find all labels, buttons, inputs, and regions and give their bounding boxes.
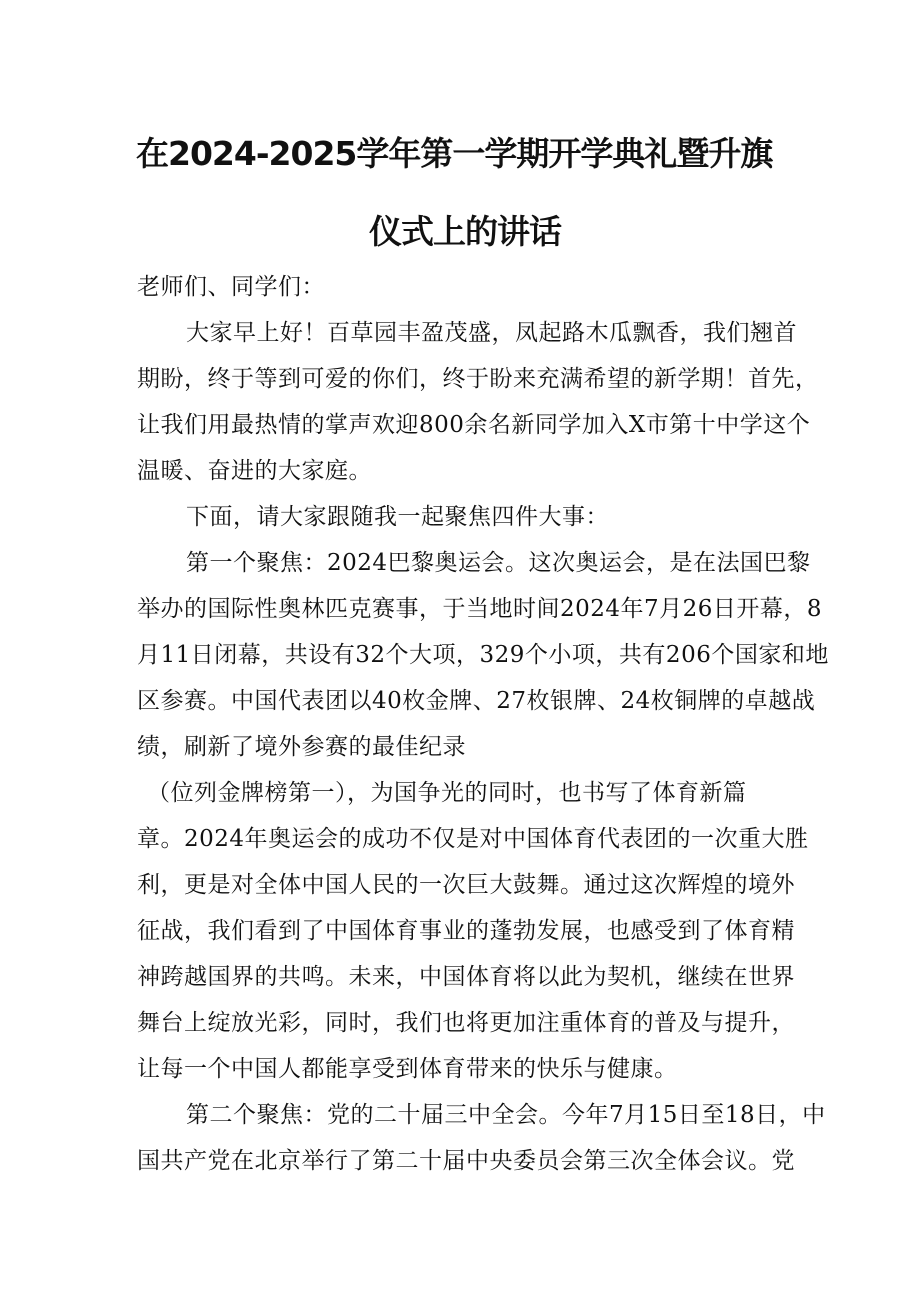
paragraph-line: 神跨越国界的共鸣。未来，中国体育将以此为契机，继续在世界 — [137, 964, 795, 990]
document-title-line-2: 仪式上的讲话 — [369, 212, 561, 251]
salutation: 老师们、同学们： — [137, 274, 325, 300]
paragraph-line: 让每一个中国人都能享受到体育带来的快乐与健康。 — [137, 1056, 678, 1082]
paragraph-line: 利，更是对全体中国人民的一次巨大鼓舞。通过这次辉煌的境外 — [137, 872, 795, 898]
paragraph-line: 月11日闭幕，共设有32个大项，329个小项，共有206个国家和地 — [137, 642, 829, 668]
paragraph-line: 征战，我们看到了中国体育事业的蓬勃发展，也感受到了体育精 — [137, 918, 795, 944]
paragraph-line: 下面，请大家跟随我一起聚焦四件大事： — [186, 504, 609, 530]
paragraph-line: 温暖、奋进的大家庭。 — [137, 458, 372, 484]
paragraph-line: 绩，刷新了境外参赛的最佳纪录 — [137, 734, 466, 760]
paragraph-line: 舞台上绽放光彩，同时，我们也将更加注重体育的普及与提升， — [137, 1010, 795, 1036]
document-title-line-1: 在2024-2025学年第一学期开学典礼暨升旗 — [136, 134, 773, 173]
paragraph-line: 国共产党在北京举行了第二十届中央委员会第三次全体会议。党 — [137, 1148, 795, 1174]
paragraph-line: （位列金牌榜第一），为国争光的同时，也书写了体育新篇 — [147, 780, 747, 806]
paragraph-line: 大家早上好！百草园丰盈茂盛，凤起路木瓜飘香，我们翘首 — [186, 320, 797, 346]
paragraph-line: 章。2024年奥运会的成功不仅是对中国体育代表团的一次重大胜 — [137, 826, 809, 852]
paragraph-line: 让我们用最热情的掌声欢迎800余名新同学加入X市第十中学这个 — [137, 412, 811, 438]
paragraph-line: 举办的国际性奥林匹克赛事，于当地时间2024年7月26日开幕，8 — [137, 596, 823, 622]
paragraph-line: 第一个聚焦：2024巴黎奥运会。这次奥运会，是在法国巴黎 — [186, 550, 811, 576]
paragraph-line: 区参赛。中国代表团以40枚金牌、27枚银牌、24枚铜牌的卓越战 — [137, 688, 816, 714]
paragraph-line: 第二个聚焦：党的二十届三中全会。今年7月15日至18日，中 — [186, 1102, 826, 1128]
paragraph-line: 期盼，终于等到可爱的你们，终于盼来充满希望的新学期！首先， — [137, 366, 819, 392]
